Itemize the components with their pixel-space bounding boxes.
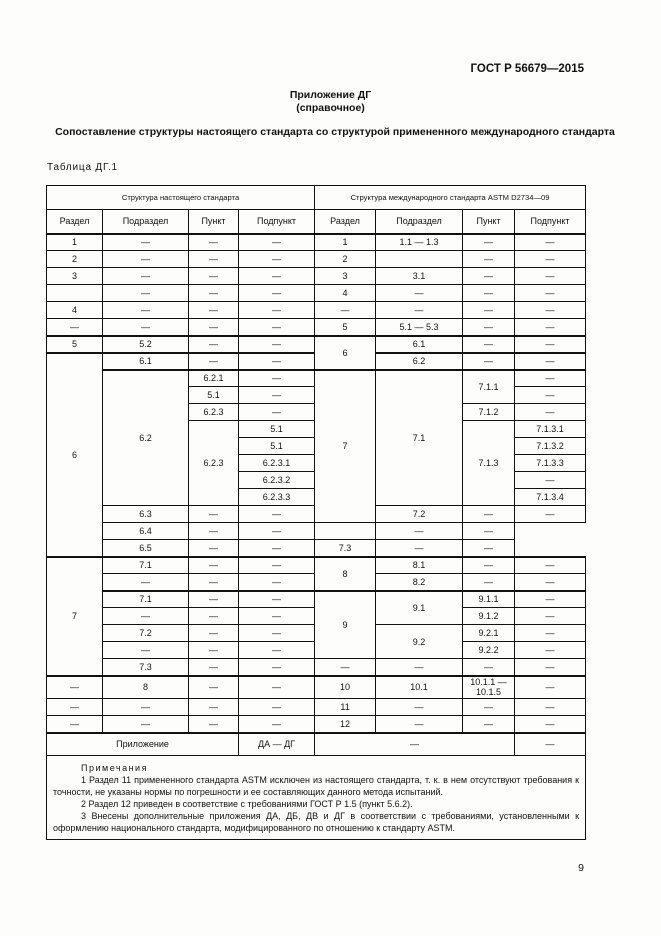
- cell: 7.1: [103, 591, 189, 608]
- cell: —: [103, 608, 189, 625]
- cell: 1.1 — 1.3: [376, 234, 463, 251]
- cell: —: [103, 302, 189, 319]
- cell: —: [103, 251, 189, 268]
- cell: —: [376, 716, 463, 733]
- table-row: [47, 302, 586, 319]
- cell: 5.1: [189, 387, 239, 404]
- cell: —: [515, 716, 586, 733]
- cell: 1: [315, 234, 376, 251]
- cell: —: [463, 285, 515, 302]
- cell: 6.2: [103, 370, 189, 506]
- cell: 7.1.2: [463, 404, 515, 421]
- table-row: [47, 234, 586, 251]
- table-row: [47, 591, 586, 608]
- cell: 6.3: [103, 506, 189, 523]
- table-row: [47, 370, 586, 387]
- cell: —: [315, 659, 376, 676]
- cell: —: [515, 642, 586, 659]
- cell: —: [463, 699, 515, 716]
- cell: 9.1.2: [463, 608, 515, 625]
- cell: —: [463, 251, 515, 268]
- cell: [47, 285, 103, 302]
- cell: —: [515, 251, 586, 268]
- document-code: ГОСТ Р 56679—2015: [470, 63, 584, 75]
- cell: 7.1: [376, 370, 463, 506]
- cell: 7.3: [103, 659, 189, 676]
- group-header-current: Структура настоящего стандарта: [47, 186, 315, 210]
- appendix-label-cell: Приложение: [47, 733, 239, 756]
- note-1: 1 Раздел 11 примененного стандарта ASTM исключен из настоящего стандарта, т. к. в нем отсутствуют требования к точности, не указаны нормы по погрешности и ее составляющих данного метода испытаний.: [53, 775, 580, 797]
- cell: —: [103, 699, 189, 716]
- cell: —: [189, 676, 239, 699]
- cell: —: [239, 676, 315, 699]
- cell: 3.1: [376, 268, 463, 285]
- cell: 5.1: [239, 438, 315, 455]
- cell: 6.2.3: [189, 404, 239, 421]
- cell: —: [515, 285, 586, 302]
- cell: 10.1.1 — 10.1.5: [463, 676, 515, 699]
- cell: —: [189, 336, 239, 353]
- cell: 6.2.3.1: [239, 455, 315, 472]
- table-row: [47, 557, 586, 574]
- cell: —: [239, 591, 315, 608]
- cell: —: [515, 387, 586, 404]
- main-title: Сопоставление структуры настоящего стандарта со структурой примененного международного стандарта: [55, 126, 615, 138]
- cell: —: [515, 591, 586, 608]
- cell: 5.1 — 5.3: [376, 319, 463, 336]
- cell: —: [189, 642, 239, 659]
- cell: 9.2.2: [463, 642, 515, 659]
- cell: —: [189, 625, 239, 642]
- cell: —: [239, 234, 315, 251]
- cell: —: [239, 716, 315, 733]
- cell: —: [315, 733, 515, 756]
- cell: —: [376, 302, 463, 319]
- cell: —: [239, 506, 315, 523]
- appendix-range-cell: ДА — ДГ: [239, 733, 315, 756]
- cell: —: [515, 234, 586, 251]
- cell: 5.2: [103, 336, 189, 353]
- cell: 9.2.1: [463, 625, 515, 642]
- col-header-section: Раздел: [47, 210, 103, 234]
- cell: —: [463, 540, 515, 557]
- cell: —: [189, 302, 239, 319]
- cell: —: [189, 659, 239, 676]
- cell: 11: [315, 699, 376, 716]
- cell: —: [239, 387, 315, 404]
- cell: 2: [315, 251, 376, 268]
- cell: —: [239, 336, 315, 353]
- cell: —: [239, 302, 315, 319]
- cell: 8.2: [376, 574, 463, 591]
- col-header-subclause: Подпункт: [239, 210, 315, 234]
- cell: —: [103, 319, 189, 336]
- table-row: [47, 733, 586, 756]
- cell: 6.2.3.2: [239, 472, 315, 489]
- notes-heading: Примечания: [81, 763, 148, 773]
- cell: 9.1.1: [463, 591, 515, 608]
- cell: 9.1: [376, 591, 463, 625]
- page-number: 9: [578, 862, 584, 874]
- cell: 7.1.3.2: [515, 438, 586, 455]
- col-header-astm-subsection: Подраздел: [376, 210, 463, 234]
- cell: 7.2: [103, 625, 189, 642]
- notes-block: [47, 756, 586, 840]
- cell: —: [189, 574, 239, 591]
- group-header-astm: Структура международного стандарта ASTM D2734—09: [315, 186, 586, 210]
- col-header-subsection: Подраздел: [103, 210, 189, 234]
- cell: —: [463, 659, 515, 676]
- cell: —: [189, 608, 239, 625]
- cell: —: [239, 659, 315, 676]
- cell: —: [515, 268, 586, 285]
- cell: —: [515, 472, 586, 489]
- cell: —: [376, 285, 463, 302]
- cell: —: [463, 234, 515, 251]
- structure-comparison-table: [46, 185, 586, 840]
- cell: —: [463, 353, 515, 370]
- cell: —: [315, 302, 376, 319]
- cell: —: [189, 234, 239, 251]
- cell: —: [463, 523, 515, 540]
- cell: 7.1.3.1: [515, 421, 586, 438]
- table-group-header-row: [47, 186, 586, 210]
- cell: 6: [47, 353, 103, 557]
- cell: —: [515, 557, 586, 574]
- cell: —: [239, 268, 315, 285]
- notes-row: [47, 756, 586, 840]
- cell: —: [515, 733, 586, 756]
- cell: —: [515, 336, 586, 353]
- cell: —: [239, 574, 315, 591]
- cell: 7.1.3: [463, 421, 515, 506]
- cell: —: [463, 268, 515, 285]
- table-row: [47, 659, 586, 676]
- cell: —: [239, 608, 315, 625]
- cell: —: [239, 523, 315, 540]
- appendix-heading: [0, 89, 661, 115]
- cell: —: [239, 557, 315, 574]
- cell: —: [47, 699, 103, 716]
- cell: 4: [47, 302, 103, 319]
- cell: —: [515, 574, 586, 591]
- cell: 7: [47, 557, 103, 676]
- cell: 1: [47, 234, 103, 251]
- cell: —: [189, 285, 239, 302]
- cell: —: [103, 574, 189, 591]
- cell: —: [189, 699, 239, 716]
- cell: —: [463, 574, 515, 591]
- cell: 7: [315, 370, 376, 523]
- cell: —: [239, 625, 315, 642]
- cell: 3: [315, 268, 376, 285]
- cell: —: [239, 319, 315, 336]
- cell: —: [189, 716, 239, 733]
- cell: —: [515, 625, 586, 642]
- cell: —: [463, 302, 515, 319]
- cell: 12: [315, 716, 376, 733]
- cell: —: [239, 642, 315, 659]
- cell: —: [463, 557, 515, 574]
- cell: —: [515, 608, 586, 625]
- cell: 5.1: [239, 421, 315, 438]
- cell: 8: [315, 557, 376, 591]
- cell: —: [463, 716, 515, 733]
- cell: 10.1: [376, 676, 463, 699]
- table-row: [47, 523, 586, 540]
- cell: 6.5: [103, 540, 189, 557]
- col-header-clause: Пункт: [189, 210, 239, 234]
- cell: —: [189, 268, 239, 285]
- cell: [315, 523, 376, 540]
- cell: 6.1: [103, 353, 189, 370]
- cell: 8.1: [376, 557, 463, 574]
- cell: 6.1: [376, 336, 463, 353]
- cell: 5: [315, 319, 376, 336]
- cell: —: [515, 506, 586, 523]
- cell: —: [239, 353, 315, 370]
- cell: —: [239, 285, 315, 302]
- appendix-title: Приложение ДГ: [289, 89, 372, 101]
- cell: —: [515, 319, 586, 336]
- cell: 9: [315, 591, 376, 659]
- table-row: [47, 285, 586, 302]
- cell: —: [189, 319, 239, 336]
- col-header-astm-section: Раздел: [315, 210, 376, 234]
- appendix-subtitle: (справочное): [296, 102, 365, 114]
- cell: 7.3: [315, 540, 376, 557]
- cell: —: [103, 716, 189, 733]
- cell: —: [463, 336, 515, 353]
- col-header-astm-subclause: Подпункт: [515, 210, 586, 234]
- table-row: [47, 268, 586, 285]
- cell: 7.1.1: [463, 370, 515, 404]
- col-header-astm-clause: Пункт: [463, 210, 515, 234]
- cell: —: [515, 302, 586, 319]
- cell: 2: [47, 251, 103, 268]
- cell: —: [515, 353, 586, 370]
- cell: 6.2.1: [189, 370, 239, 387]
- cell: 5: [47, 336, 103, 353]
- cell: 6.2.3: [189, 421, 239, 506]
- cell: 6.4: [103, 523, 189, 540]
- table-row: [47, 676, 586, 699]
- cell: —: [515, 404, 586, 421]
- table-row: [47, 336, 586, 353]
- cell: —: [47, 716, 103, 733]
- table-caption: Таблица ДГ.1: [47, 162, 118, 173]
- cell: —: [376, 659, 463, 676]
- note-3: 3 Внесены дополнительные приложения ДА, ДБ, ДВ и ДГ в соответствии с требованиями, установленными к оформлению национального стандарта, модифицированного по отношению к стандарту ASTM.: [53, 811, 580, 833]
- cell: 6.2: [376, 353, 463, 370]
- cell: 8: [103, 676, 189, 699]
- table-row: [47, 319, 586, 336]
- cell: —: [189, 540, 239, 557]
- cell: 4: [315, 285, 376, 302]
- table-row: [47, 699, 586, 716]
- cell: —: [515, 676, 586, 699]
- table-row: [47, 716, 586, 733]
- table-row: [47, 251, 586, 268]
- cell: —: [239, 370, 315, 387]
- cell: [376, 251, 463, 268]
- cell: —: [189, 591, 239, 608]
- cell: 7.1: [103, 557, 189, 574]
- cell: —: [189, 523, 239, 540]
- cell: —: [376, 523, 463, 540]
- cell: —: [103, 285, 189, 302]
- table-column-header-row: [47, 210, 586, 234]
- cell: —: [463, 506, 515, 523]
- cell: —: [103, 234, 189, 251]
- cell: —: [239, 540, 315, 557]
- cell: —: [239, 251, 315, 268]
- cell: —: [189, 251, 239, 268]
- cell: —: [376, 540, 463, 557]
- cell: 7.2: [376, 506, 463, 523]
- cell: —: [47, 676, 103, 699]
- cell: —: [515, 659, 586, 676]
- cell: —: [189, 506, 239, 523]
- cell: —: [189, 557, 239, 574]
- cell: —: [376, 699, 463, 716]
- cell: 7.1.3.4: [515, 489, 586, 506]
- cell: —: [239, 404, 315, 421]
- cell: 6.2.3.3: [239, 489, 315, 506]
- note-2: 2 Раздел 12 приведен в соответствие с требованиями ГОСТ Р 1.5 (пункт 5.6.2).: [81, 799, 413, 809]
- cell: —: [189, 353, 239, 370]
- cell: 3: [47, 268, 103, 285]
- cell: —: [103, 268, 189, 285]
- cell: —: [239, 699, 315, 716]
- cell: —: [103, 642, 189, 659]
- cell: —: [463, 319, 515, 336]
- cell: 10: [315, 676, 376, 699]
- cell: 6: [315, 336, 376, 370]
- cell: —: [515, 699, 586, 716]
- table-row: [47, 540, 586, 557]
- cell: —: [47, 319, 103, 336]
- cell: 9.2: [376, 625, 463, 659]
- cell: 7.1.3.3: [515, 455, 586, 472]
- cell: —: [515, 370, 586, 387]
